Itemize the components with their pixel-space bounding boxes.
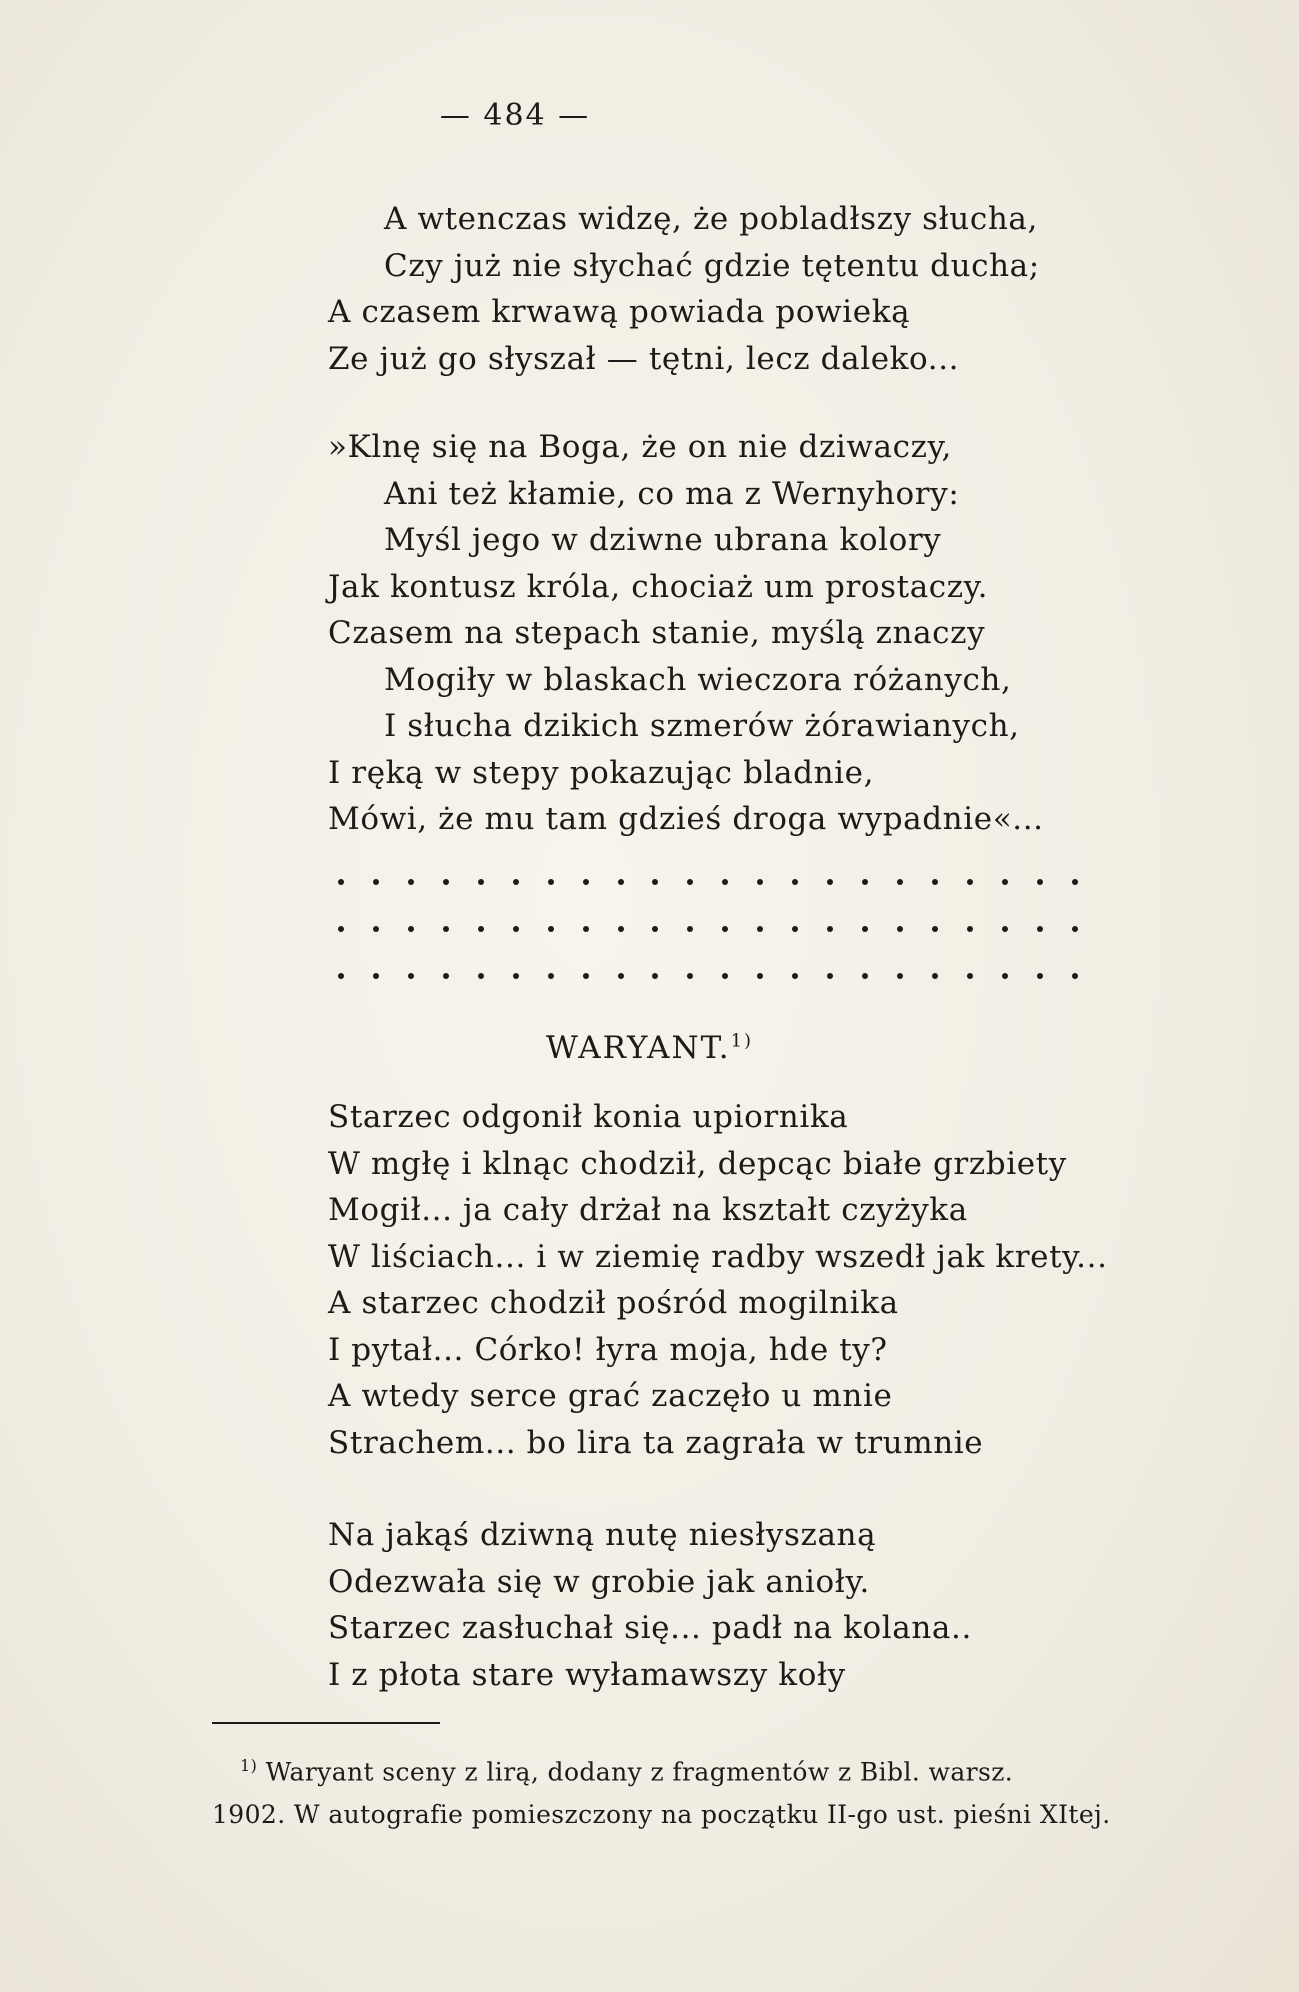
ellipsis-dot (792, 879, 798, 885)
verse-line: A czasem krwawą powiada powieką (328, 294, 911, 330)
ellipsis-dot (408, 879, 414, 885)
verse-line: A starzec chodził pośród mogilnika (328, 1285, 899, 1321)
ellipsis-dot (408, 926, 414, 932)
ellipsis-dot (862, 879, 868, 885)
ellipsis-dot (897, 926, 903, 932)
ellipsis-dot (722, 926, 728, 932)
verse-line: I pytał... Córko! łyra moja, hde ty? (328, 1331, 888, 1368)
ellipsis-dot (338, 879, 344, 885)
ellipsis-dot-rows (338, 858, 1078, 999)
verse-line: Mogił... ja cały drżał na kształt czyżyka (328, 1192, 968, 1228)
ellipsis-dot (618, 973, 624, 979)
ellipsis-dot (967, 879, 973, 885)
ellipsis-dot (792, 973, 798, 979)
verse-line: A wtedy serce grać zaczęło u mnie (328, 1378, 893, 1414)
ellipsis-dot (687, 879, 693, 885)
verse-line: Jak kontusz króla, chociaż um prostaczy. (328, 568, 989, 605)
verse-line: Mogiły w blaskach wieczora różanych, (384, 661, 1012, 698)
footnote (212, 1744, 1280, 1836)
ellipsis-dot (757, 926, 763, 932)
ellipsis-dot (1002, 879, 1008, 885)
verse-line: Strachem... bo lira ta zagrała w trumnie (328, 1424, 984, 1461)
variant-heading-text: WARYANT. (545, 1030, 731, 1066)
verse-line: W mgłę i klnąc chodził, depcąc białe grzbiety (328, 1145, 1067, 1182)
ellipsis-dot (722, 879, 728, 885)
ellipsis-dot (827, 926, 833, 932)
ellipsis-dot (722, 973, 728, 979)
ellipsis-dot (618, 926, 624, 932)
ellipsis-dot (618, 879, 624, 885)
ellipsis-dot (548, 926, 554, 932)
variant-heading (0, 1030, 1299, 1066)
footnote-line-2: 1902. W autografie pomieszczony na początku II-go ust. pieśni XItej. (212, 1800, 1111, 1830)
dot-row (338, 905, 1078, 952)
ellipsis-dot (338, 926, 344, 932)
ellipsis-dot (338, 973, 344, 979)
verse-line: I z płota stare wyłamawszy koły (328, 1656, 846, 1693)
dot-row (338, 858, 1078, 905)
ellipsis-dot (583, 973, 589, 979)
dot-row (338, 952, 1078, 999)
footnote-divider (212, 1722, 440, 1724)
ellipsis-dot (583, 926, 589, 932)
ellipsis-dot (967, 926, 973, 932)
ellipsis-dot (1072, 926, 1078, 932)
ellipsis-dot (652, 879, 658, 885)
ellipsis-dot (443, 926, 449, 932)
ellipsis-dot (478, 926, 484, 932)
verse-line: Starzec odgonił konia upiornika (328, 1099, 849, 1135)
ellipsis-dot (687, 973, 693, 979)
ellipsis-dot (1037, 879, 1043, 885)
stanza-1 (328, 196, 1288, 382)
verse-line: »Klnę się na Boga, że on nie dziwaczy, (328, 429, 952, 465)
stanza-3 (328, 1094, 1288, 1466)
ellipsis-dot (513, 926, 519, 932)
ellipsis-dot (583, 879, 589, 885)
ellipsis-dot (408, 973, 414, 979)
heading-footnote-mark: 1) (730, 1030, 754, 1052)
verse-line: W liściach... i w ziemię radby wszedł jak krety... (328, 1238, 1108, 1275)
ellipsis-dot (1002, 926, 1008, 932)
footnote-text-1: Waryant sceny z lirą, dodany z fragmentów z Bibl. warsz. (265, 1757, 1014, 1787)
verse-line: Ze już go słyszał — tętni, lecz daleko... (328, 340, 960, 377)
verse-line: Starzec zasłuchał się... padł na kolana.. (328, 1610, 972, 1646)
ellipsis-dot (792, 926, 798, 932)
verse-line: A wtenczas widzę, że pobladłszy słucha, (384, 201, 1038, 237)
stanza-4 (328, 1512, 1288, 1698)
verse-line: I ręką w stepy pokazując bladnie, (328, 754, 875, 791)
ellipsis-dot (897, 973, 903, 979)
ellipsis-dot (652, 926, 658, 932)
ellipsis-dot (373, 879, 379, 885)
ellipsis-dot (548, 973, 554, 979)
ellipsis-dot (827, 879, 833, 885)
ellipsis-dot (827, 973, 833, 979)
verse-line: Odezwała się w grobie jak anioły. (328, 1563, 870, 1600)
ellipsis-dot (757, 973, 763, 979)
ellipsis-dot (897, 879, 903, 885)
ellipsis-dot (1037, 926, 1043, 932)
ellipsis-dot (548, 879, 554, 885)
verse-line: I słucha dzikich szmerów żórawianych, (384, 708, 1020, 744)
page-number: — 484 — (439, 98, 591, 133)
ellipsis-dot (967, 973, 973, 979)
ellipsis-dot (373, 973, 379, 979)
ellipsis-dot (513, 879, 519, 885)
verse-line: Mówi, że mu tam gdzieś droga wypadnie«... (328, 801, 1044, 837)
ellipsis-dot (1002, 973, 1008, 979)
stanza-2 (328, 424, 1288, 843)
footnote-mark: 1) (240, 1756, 258, 1775)
ellipsis-dot (443, 973, 449, 979)
verse-line: Ani też kłamie, co ma z Wernyhory: (384, 475, 960, 512)
ellipsis-dot (373, 926, 379, 932)
ellipsis-dot (513, 973, 519, 979)
ellipsis-dot (1072, 879, 1078, 885)
ellipsis-dot (757, 879, 763, 885)
ellipsis-dot (862, 973, 868, 979)
verse-line: Czasem na stepach stanie, myślą znaczy (328, 615, 986, 651)
verse-line: Myśl jego w dziwne ubrana kolory (384, 522, 942, 558)
ellipsis-dot (478, 973, 484, 979)
ellipsis-dot (932, 926, 938, 932)
ellipsis-dot (932, 973, 938, 979)
ellipsis-dot (652, 973, 658, 979)
ellipsis-dot (1072, 973, 1078, 979)
verse-line: Na jakąś dziwną nutę niesłyszaną (328, 1517, 877, 1553)
ellipsis-dot (478, 879, 484, 885)
verse-line: Czy już nie słychać gdzie tętentu ducha; (384, 247, 1040, 284)
ellipsis-dot (1037, 973, 1043, 979)
footnote-line-1 (240, 1744, 1280, 1793)
ellipsis-dot (862, 926, 868, 932)
ellipsis-dot (443, 879, 449, 885)
ellipsis-dot (687, 926, 693, 932)
ellipsis-dot (932, 879, 938, 885)
